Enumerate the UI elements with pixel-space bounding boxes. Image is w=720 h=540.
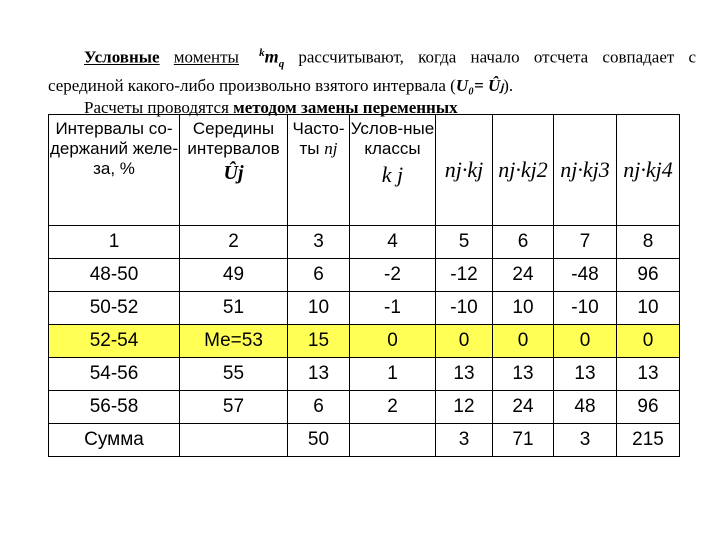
data-table bbox=[48, 114, 680, 457]
table-cell: 3 bbox=[288, 226, 350, 259]
table-cell: 8 bbox=[617, 226, 680, 259]
table-cell: 13 bbox=[617, 358, 680, 391]
table-cell: 2 bbox=[350, 391, 436, 424]
intro-method: методом замены переменных bbox=[233, 98, 458, 118]
table-cell bbox=[350, 424, 436, 457]
intro-paragraph-1 bbox=[48, 42, 696, 97]
table-cell: 2 bbox=[180, 226, 288, 259]
table-cell: -2 bbox=[350, 259, 436, 292]
header-classes bbox=[350, 115, 436, 226]
header-intervals-label: Интервалы со-держаний желе-за, % bbox=[49, 119, 179, 178]
table-cell: 3 bbox=[554, 424, 617, 457]
header-nk2 bbox=[493, 115, 554, 226]
table-cell: 13 bbox=[493, 358, 554, 391]
table-cell: -12 bbox=[436, 259, 493, 292]
table-row bbox=[49, 292, 680, 325]
intro-formula: U₀= Ûⱼ bbox=[455, 76, 504, 96]
table-cell: 52-54 bbox=[49, 325, 180, 358]
table-cell: 56-58 bbox=[49, 391, 180, 424]
header-intervals bbox=[49, 115, 180, 226]
table-cell: 0 bbox=[493, 325, 554, 358]
header-frequency-symbol: nj bbox=[324, 139, 338, 158]
highlighted-row bbox=[49, 325, 680, 358]
header-nk3 bbox=[554, 115, 617, 226]
intro-line2-start: Расчеты проводятся bbox=[84, 98, 234, 118]
table-cell: -10 bbox=[436, 292, 493, 325]
header-classes-label: Услов-ные классы bbox=[350, 119, 435, 158]
header-row bbox=[49, 115, 680, 226]
table-cell: 71 bbox=[493, 424, 554, 457]
table-cell: 0 bbox=[554, 325, 617, 358]
intro-bold-word: Условные bbox=[84, 47, 160, 67]
table-cell: 7 bbox=[554, 226, 617, 259]
table-cell: 10 bbox=[288, 292, 350, 325]
intro-end: ). bbox=[503, 76, 514, 96]
header-nk3-label: nj·kj3 bbox=[560, 157, 610, 182]
table-row bbox=[49, 391, 680, 424]
table-cell: 13 bbox=[288, 358, 350, 391]
table-cell: 57 bbox=[180, 391, 288, 424]
table-cell: 96 bbox=[617, 259, 680, 292]
table-cell: 6 bbox=[288, 259, 350, 292]
header-nk-label: nj·kj bbox=[444, 157, 484, 182]
table-cell: 12 bbox=[436, 391, 493, 424]
table-cell: 96 bbox=[617, 391, 680, 424]
table-cell: 51 bbox=[180, 292, 288, 325]
table-cell: -10 bbox=[554, 292, 617, 325]
intro-tail: рассчитывают, когда начало отсчета совпадает с серединой какого-либо произвольно взятого интервала ( bbox=[48, 47, 697, 96]
table-cell: 54-56 bbox=[49, 358, 180, 391]
intro-word-moments: моменты bbox=[173, 47, 239, 67]
header-classes-symbol: k j bbox=[381, 162, 404, 187]
table-cell: 10 bbox=[617, 292, 680, 325]
table-cell: 15 bbox=[288, 325, 350, 358]
table-cell: 1 bbox=[49, 226, 180, 259]
header-midpoints-symbol: Ûj bbox=[223, 162, 244, 184]
table-cell: -48 bbox=[554, 259, 617, 292]
header-frequency bbox=[288, 115, 350, 226]
symbol-k: k bbox=[259, 47, 265, 59]
header-nk4-label: nj·kj4 bbox=[623, 157, 673, 182]
number-row bbox=[49, 226, 680, 259]
table-cell: 48 bbox=[554, 391, 617, 424]
symbol-m: m bbox=[264, 46, 279, 67]
table-cell: 50-52 bbox=[49, 292, 180, 325]
table-cell: 6 bbox=[288, 391, 350, 424]
table-cell: 6 bbox=[493, 226, 554, 259]
table-cell: 215 bbox=[617, 424, 680, 457]
table-cell: 3 bbox=[436, 424, 493, 457]
table-cell: 4 bbox=[350, 226, 436, 259]
sum-label: Сумма bbox=[49, 424, 180, 457]
sum-row bbox=[49, 424, 680, 457]
table-row bbox=[49, 358, 680, 391]
table-cell: 13 bbox=[436, 358, 493, 391]
table-cell: 24 bbox=[493, 259, 554, 292]
header-nk2-label: nj·kj2 bbox=[498, 157, 548, 182]
table-cell: 5 bbox=[436, 226, 493, 259]
table-row bbox=[49, 259, 680, 292]
table-cell: 0 bbox=[350, 325, 436, 358]
table-cell: -1 bbox=[350, 292, 436, 325]
table-cell: 13 bbox=[554, 358, 617, 391]
table-cell: 0 bbox=[617, 325, 680, 358]
header-midpoints-label: Середины интервалов bbox=[187, 119, 280, 158]
symbol-q: q bbox=[278, 58, 285, 71]
header-midpoints bbox=[180, 115, 288, 226]
table-cell bbox=[180, 424, 288, 457]
header-nk4 bbox=[617, 115, 680, 226]
table-cell: 48-50 bbox=[49, 259, 180, 292]
header-frequency-label: Часто-ты bbox=[292, 119, 345, 158]
table-cell: 50 bbox=[288, 424, 350, 457]
table-cell: 10 bbox=[493, 292, 554, 325]
table-cell: 49 bbox=[180, 259, 288, 292]
table-cell: 0 bbox=[436, 325, 493, 358]
table-cell: Ме=53 bbox=[180, 325, 288, 358]
table-cell: 24 bbox=[493, 391, 554, 424]
header-nk bbox=[436, 115, 493, 226]
table-cell: 55 bbox=[180, 358, 288, 391]
intro-text bbox=[48, 42, 696, 119]
table-cell: 1 bbox=[350, 358, 436, 391]
